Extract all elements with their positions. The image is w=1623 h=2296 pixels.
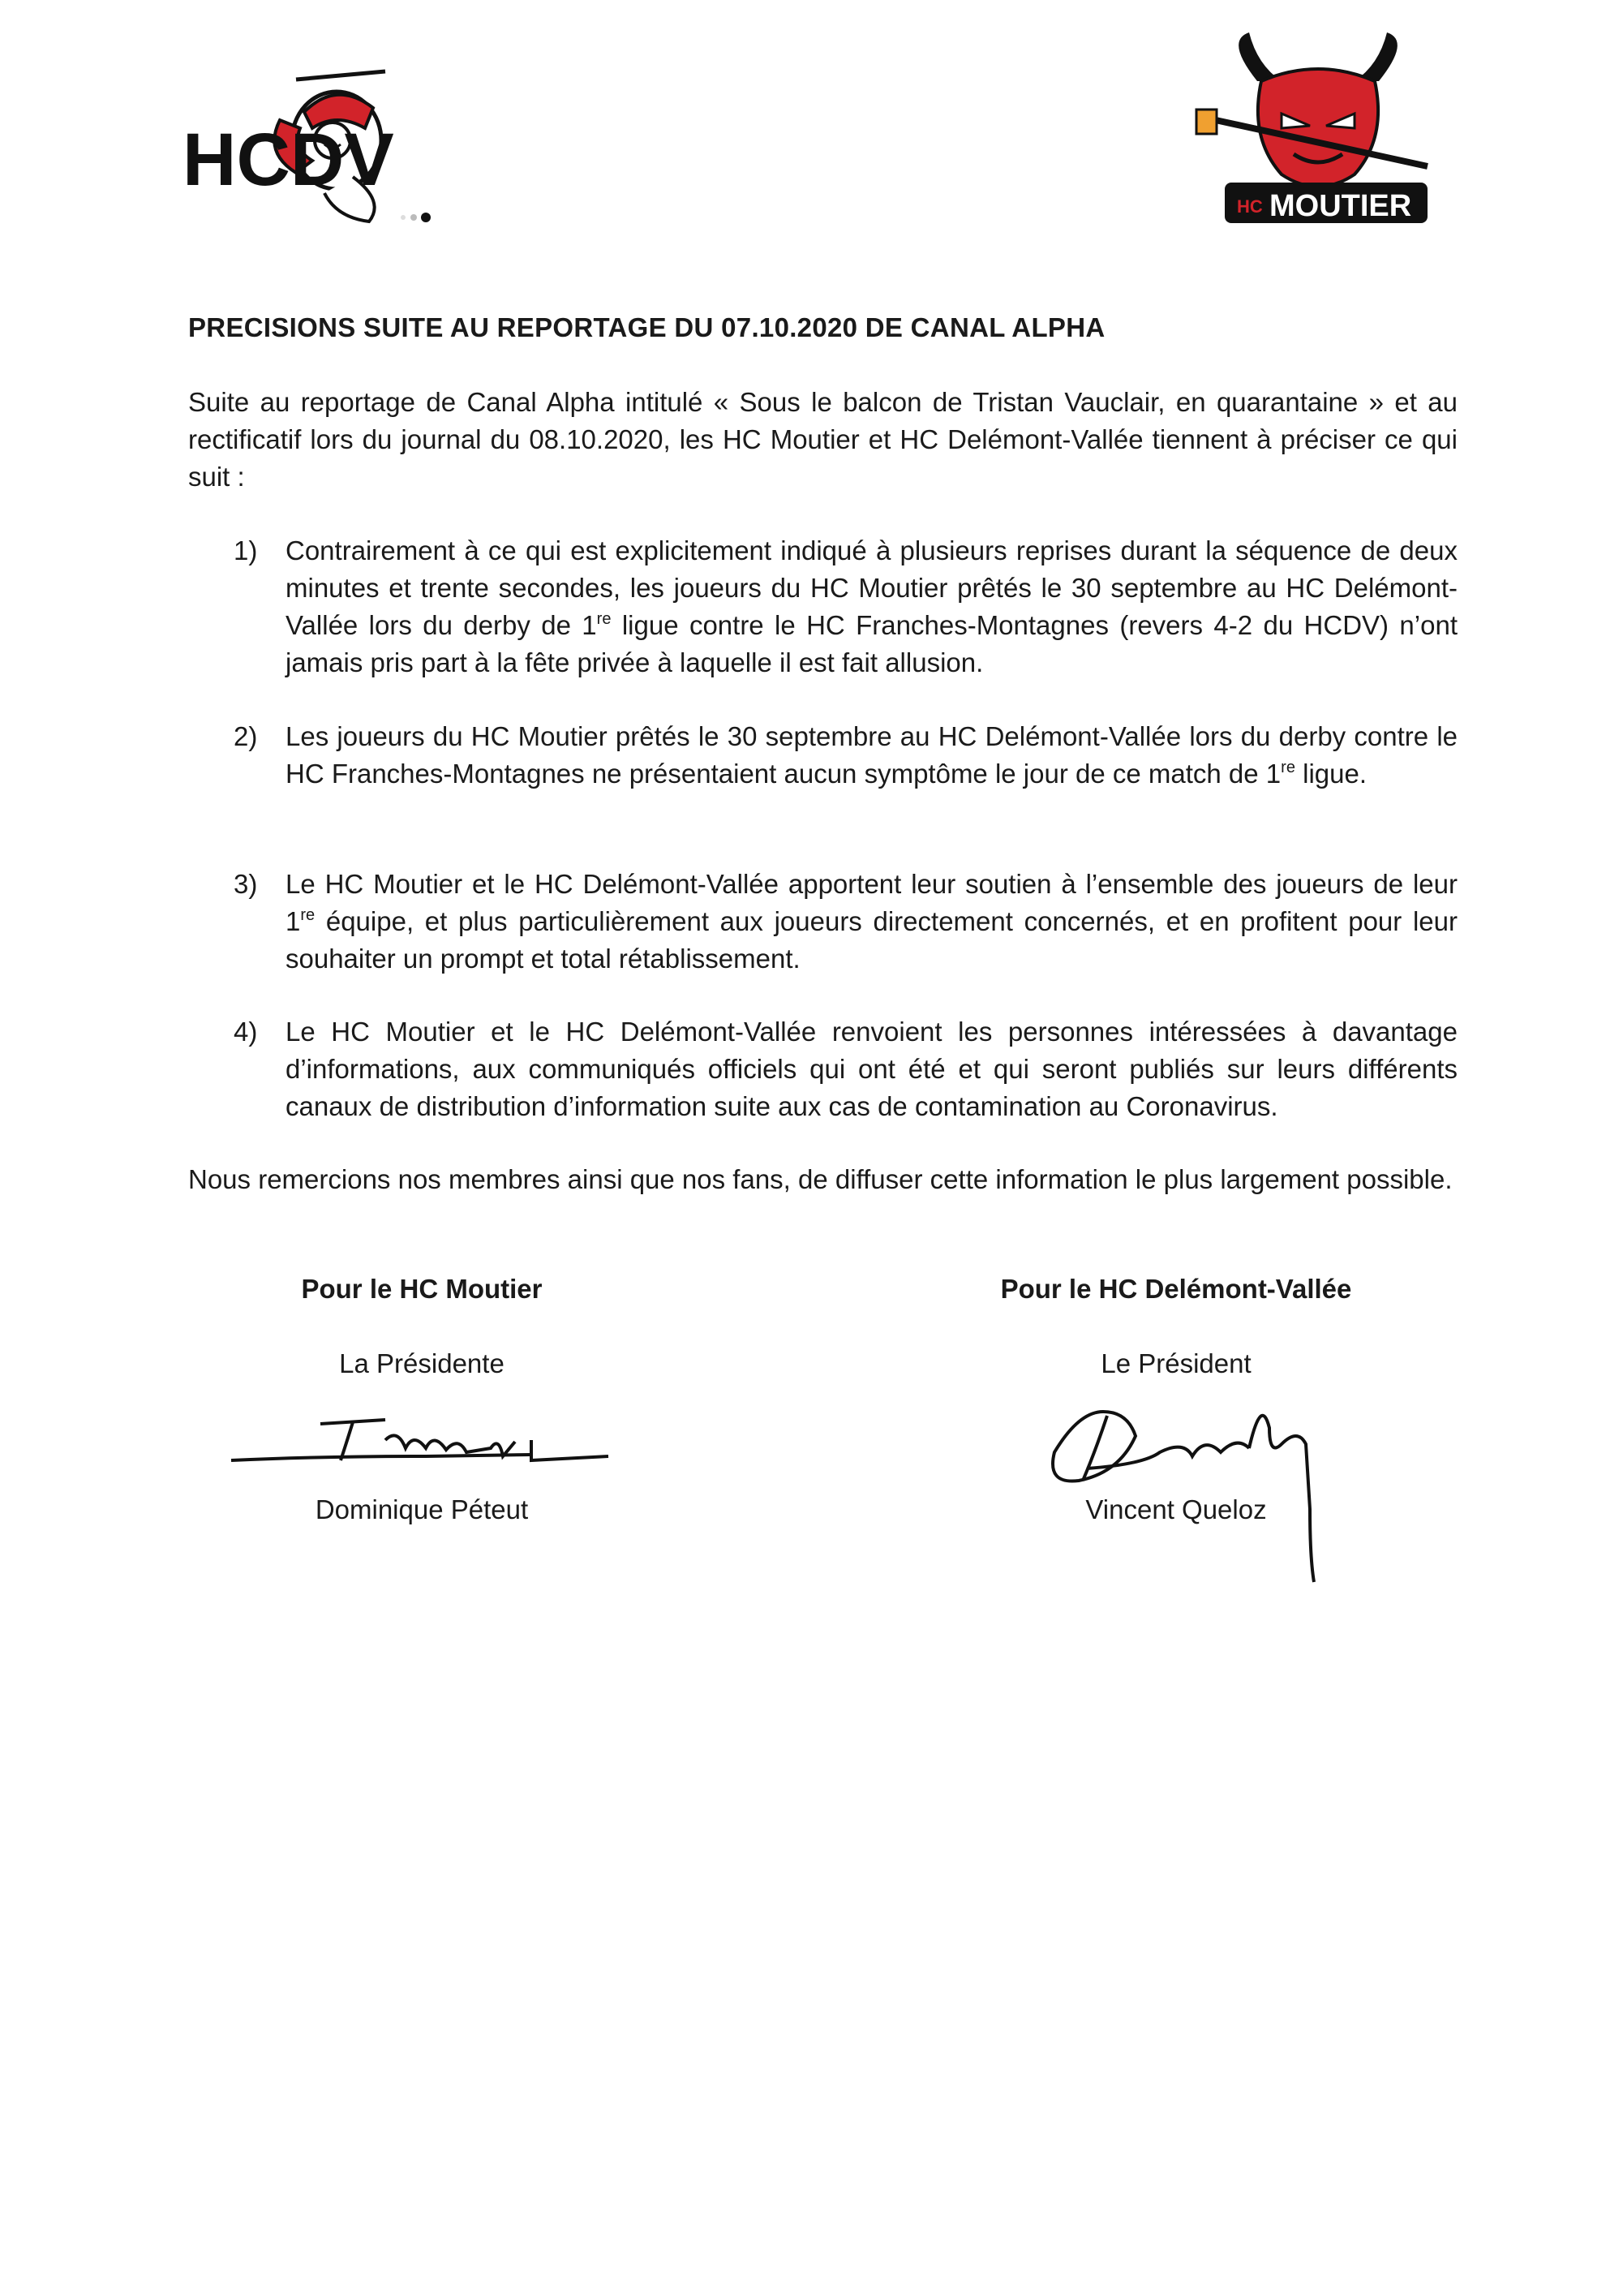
- hc-moutier-logo-main-text: MOUTIER: [1269, 189, 1412, 223]
- handwritten-signature-right: [1046, 1379, 1338, 1590]
- list-item-number: 4): [234, 1017, 258, 1047]
- signature-club-right: Pour le HC Delémont-Vallée: [1000, 1274, 1352, 1304]
- hc-moutier-logo-small-text: HC: [1237, 196, 1263, 217]
- list-item-number: 3): [234, 869, 258, 899]
- signature-name-left: Dominique Péteut: [315, 1494, 529, 1524]
- intro-paragraph: Suite au reportage de Canal Alpha intitulé « Sous le balcon de Tristan Vauclair, en quarantaine » et au rectificatif lors du journal du 08.10.2020, les HC Moutier et HC Delémont-Vallée tiennent à préciser ce qui suit :: [188, 387, 1458, 492]
- hcdv-logo-text: HCDV: [182, 118, 394, 201]
- list-item-number: 1): [234, 535, 258, 565]
- list-item-number: 2): [234, 721, 258, 751]
- signature-role-left: La Présidente: [339, 1348, 505, 1378]
- hcdv-logo: [182, 63, 507, 226]
- signature-name-right: Vincent Queloz: [1085, 1494, 1267, 1524]
- handwritten-signature-left: [223, 1391, 612, 1489]
- list-item-text: Le HC Moutier et le HC Delémont-Vallée renvoient les personnes intéressées à davantage d’informations, aux communiqués officiels qui ont été et qui seront publiés sur leurs différents canaux de distribution d’information suite aux cas de contamination au Coronavirus.: [286, 1017, 1458, 1121]
- list-item-text: Contrairement à ce qui est explicitement indiqué à plusieurs reprises durant la séquence de deux minutes et trente secondes, les joueurs du HC Moutier prêtés le 30 septembre au HC Delémont-Vallée lors du derby de 1re ligue contre le HC Franches-Montagnes (revers 4-2 du HCDV) n’ont jamais pris part à la fête privée à laquelle il est fait allusion.: [286, 535, 1458, 677]
- signature-club-left: Pour le HC Moutier: [301, 1274, 543, 1304]
- hc-moutier-logo: [1192, 32, 1444, 231]
- document-title: PRECISIONS SUITE AU REPORTAGE DU 07.10.2020 DE CANAL ALPHA: [188, 312, 1106, 342]
- signature-role-right: Le Président: [1101, 1348, 1252, 1378]
- closing-paragraph: Nous remercions nos membres ainsi que nos fans, de diffuser cette information le plus largement possible.: [188, 1164, 1453, 1194]
- list-item-text: Les joueurs du HC Moutier prêtés le 30 septembre au HC Delémont-Vallée lors du derby contre le HC Franches-Montagnes ne présentaient aucun symptôme le jour de ce match de 1re ligue.: [286, 721, 1458, 789]
- list-item-text: Le HC Moutier et le HC Delémont-Vallée apportent leur soutien à l’ensemble des joueurs de leur 1re équipe, et plus particulièrement aux joueurs directement concernés, et en profitent pour leur souhaiter un prompt et total rétablissement.: [286, 869, 1458, 974]
